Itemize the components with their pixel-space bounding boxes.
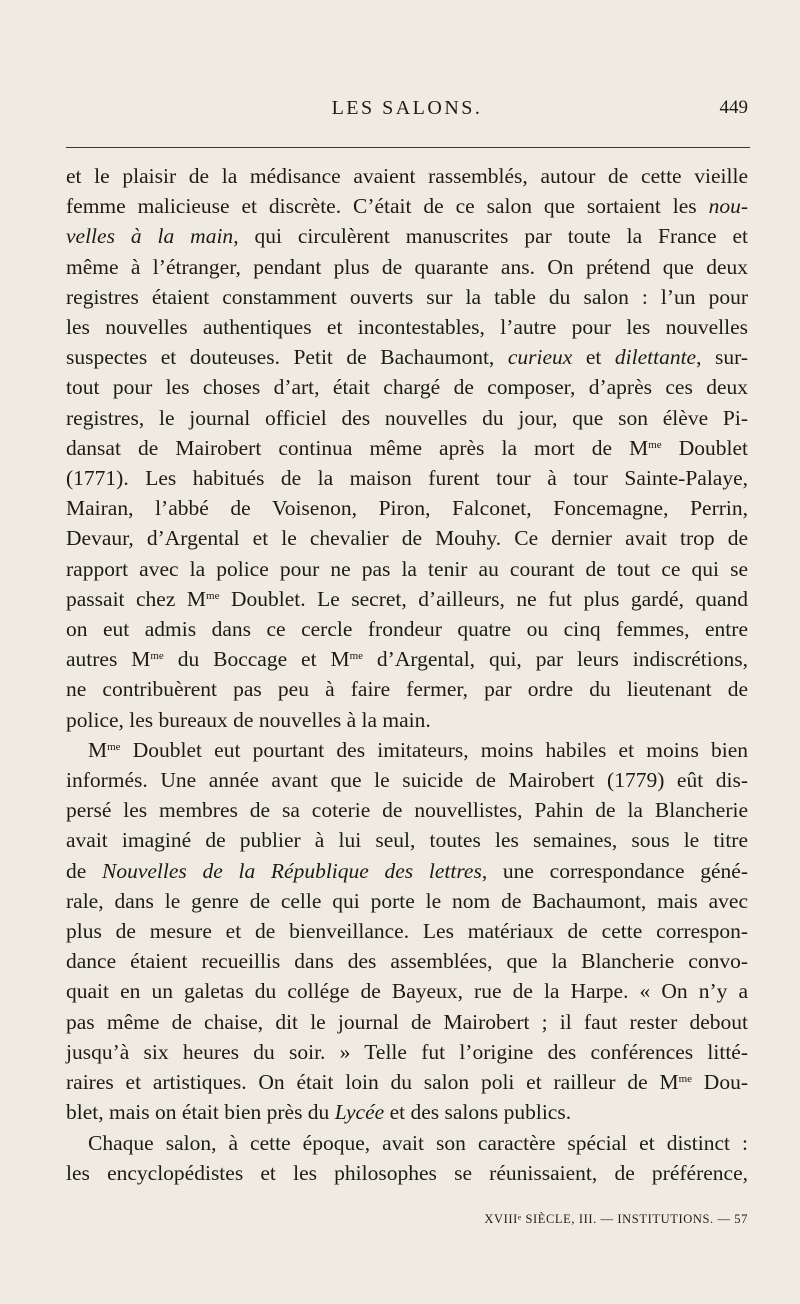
text-line: les encyclopédistes et les philosophes se réunissaient, de préférence, (66, 1160, 748, 1185)
italic-text: Lycée (334, 1100, 385, 1125)
text-line: (1771). Les habitués de la maison furent tour à tour Sainte-Palaye, (66, 466, 748, 491)
text-line: même à l’étranger, pendant plus de quarante ans. On prétend que deux (66, 254, 748, 279)
text-line: plus de mesure et de bienveillance. Les matériaux de cette correspon- (66, 919, 748, 944)
text-line: informés. Une année avant que le suicide de Mairobert (1779) eût dis- (66, 768, 748, 793)
text-line: de Nouvelles de la République des lettres, une correspondance géné- (66, 858, 748, 883)
text-line: police, les bureaux de nouvelles à la main. (66, 707, 431, 732)
printer-signature: XVIIIᵉ SIÈCLE, III. — INSTITUTIONS. — 57 (484, 1212, 748, 1226)
italic-text: Nouvelles de la République des lettres (102, 858, 482, 883)
text-line: les nouvelles authentiques et incontestables, l’autre pour les nouvelles (66, 315, 748, 340)
text-line: blet, mais on était bien près du Lycée et des salons publics. (66, 1100, 572, 1125)
text-line: velles à la main, qui circulèrent manuscrites par toute la France et (66, 224, 748, 249)
text-line: registres étaient constamment ouverts sur la table du salon : l’un pour (66, 284, 748, 309)
text-line: Chaque salon, à cette époque, avait son caractère spécial et distinct : (88, 1130, 748, 1155)
page-number: 449 (719, 97, 748, 118)
text-line: $M^{me}$ Doublet eut pourtant des imitateurs, moins habiles et moins bien (88, 737, 748, 762)
text-line: quait en un galetas du collége de Bayeux, rue de la Harpe. « On n’y a (66, 979, 748, 1004)
text-line: femme malicieuse et discrète. C’était de ce salon que sortaient les nou- (66, 194, 749, 219)
paragraph-2 (66, 735, 748, 1128)
text-line: tout pour les choses d’art, était chargé de composer, d’après ces deux (66, 375, 748, 400)
body-text (66, 161, 748, 1188)
italic-text: curieux (507, 345, 573, 370)
text-line: rale, dans le genre de celle qui porte le nom de Bachaumont, mais avec (66, 888, 748, 913)
paragraph-3 (66, 1128, 748, 1188)
text-line: on eut admis dans ce cercle frondeur quatre ou cinq femmes, entre (66, 617, 748, 642)
text-line: avait imaginé de publier à lui seul, toutes les semaines, sous le titre (66, 828, 748, 853)
header-rule (66, 147, 750, 148)
text-line: suspectes et douteuses. Petit de Bachaumont, curieux et dilettante, sur- (66, 345, 749, 370)
text-line: registres, le journal officiel des nouvelles du jour, que son élève Pi- (66, 405, 748, 430)
italic-text: nou- (708, 194, 749, 219)
text-line: et le plaisir de la médisance avaient rassemblés, autour de cette vieille (66, 164, 748, 188)
paragraph-1 (66, 161, 748, 735)
text-line: persé les membres de sa coterie de nouvellistes, Pahin de la Blancherie (66, 798, 748, 823)
running-title: LES SALONS. (331, 97, 483, 119)
text-line: dance étaient recueillis dans des assemblées, que la Blancherie convo- (66, 949, 748, 974)
text-line: autres $M^{me}$ du Boccage et $M^{me}$ d’Argental, qui, par leurs indiscrétions, (66, 647, 748, 672)
text-line: passait chez $M^{me}$ Doublet. Le secret, d’ailleurs, ne fut plus gardé, quand (66, 586, 748, 611)
text-line: pas même de chaise, dit le journal de Mairobert ; il faut rester debout (66, 1009, 748, 1034)
text-line: raires et artistiques. On était loin du salon poli et railleur de $M^{me}$ Dou- (66, 1070, 748, 1095)
italic-text: velles à la main (66, 224, 234, 249)
italic-text: dilettante (614, 345, 697, 370)
text-line: Devaur, d’Argental et le chevalier de Mouhy. Ce dernier avait trop de (66, 526, 748, 551)
text-line: jusqu’à six heures du soir. » Telle fut l’origine des conférences litté- (66, 1039, 748, 1064)
text-line: ne contribuèrent pas peu à faire fermer, par ordre du lieutenant de (66, 677, 748, 702)
running-head (66, 97, 748, 127)
text-line: dansat de Mairobert continua même après la mort de $M^{me}$ Doublet (66, 435, 748, 460)
text-line: Mairan, l’abbé de Voisenon, Piron, Falconet, Foncemagne, Perrin, (66, 496, 748, 521)
text-line: rapport avec la police pour ne pas la tenir au courant de tout ce qui se (66, 556, 748, 581)
